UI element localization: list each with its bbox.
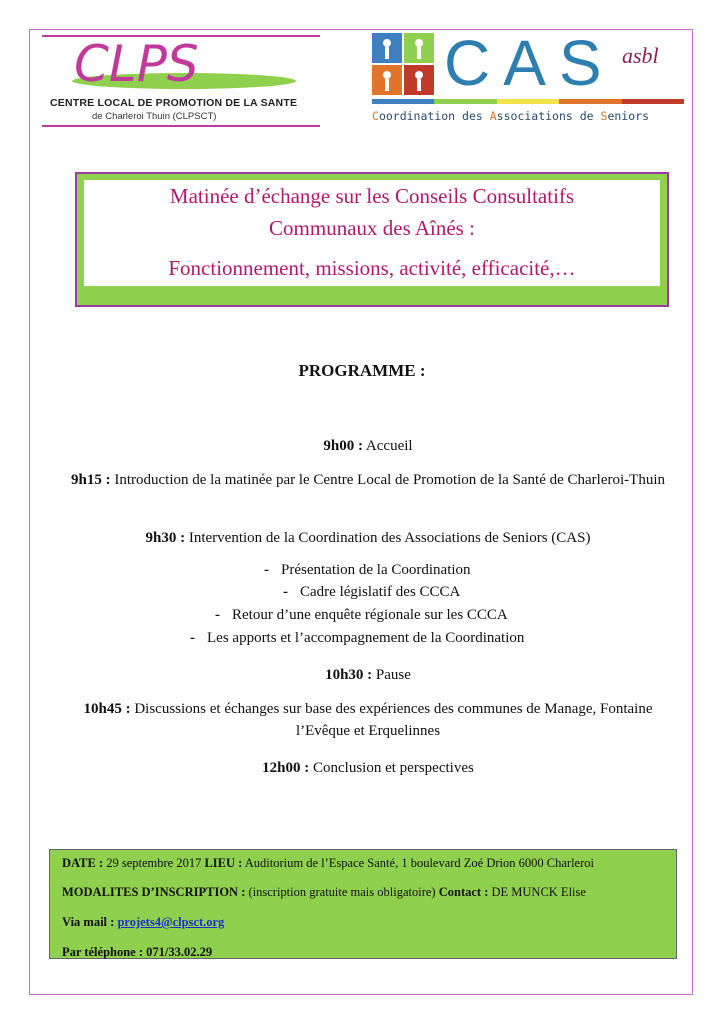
info-phone: Par téléphone : 071/33.02.29 [62,945,213,959]
puzzle-people-icon [372,33,434,95]
title-line-2: Communaux des Aînés : [269,216,475,240]
programme-bullet: - Cadre législatif des CCCA [283,584,461,600]
programme-heading: PROGRAMME : [298,361,426,380]
clps-subname: de Charleroi Thuin (CLPSCT) [92,111,217,122]
clps-name: CENTRE LOCAL DE PROMOTION DE LA SANTE [50,97,298,109]
title-line-3: Fonctionnement, missions, activité, efficacité,… [168,256,576,280]
cas-color-bar [497,99,559,104]
cas-color-bar [434,99,496,104]
cas-color-bar [372,99,434,104]
programme-item: 10h45 : Discussions et échanges sur base des expériences des communes de Manage, Fontaine l’Evêque et Erquelinnes [83,701,653,739]
programme-bullet: - Retour d’une enquête régionale sur les CCCA [215,607,508,623]
clps-logo-letters [66,37,296,93]
title-inner [84,180,660,286]
info-modalites: MODALITES D’INSCRIPTION : (inscription gratuite mais obligatoire) Contact : DE MUNCK Elise [62,885,586,899]
email-link[interactable]: projets4@clpsct.org [117,915,225,929]
title-line-1: Matinée d’échange sur les Conseils Consultatifs [169,184,575,208]
cas-subtitle: Coordination des Associations de Seniors [372,109,649,123]
clps-letters-text: CLPS [74,37,199,93]
cas-color-bar [559,99,621,104]
title-box [75,172,669,307]
programme-item: 9h00 : Accueil [323,438,413,454]
cas-color-bars [372,99,684,104]
programme-bullet: - Présentation de la Coordination [264,562,471,578]
info-mail: Via mail : projets4@clpsct.org [62,915,225,929]
cas-asbl: asbl [622,43,659,68]
cas-wordmark: CAS [444,27,615,99]
info-box [49,849,677,959]
cas-color-bar [622,99,684,104]
programme-item: 12h00 : Conclusion et perspectives [262,760,474,776]
info-date-lieu: DATE : 29 septembre 2017 LIEU : Auditorium de l’Espace Santé, 1 boulevard Zoé Drion 6000 Charleroi [62,856,594,870]
programme-item: 9h30 : Intervention de la Coordination des Associations de Seniors (CAS) [145,530,591,546]
programme-item: 9h15 : Introduction de la matinée par le Centre Local de Promotion de la Santé de Charleroi-Thuin [71,472,665,488]
programme-bullet: - Les apports et l’accompagnement de la Coordination [190,630,525,646]
clps-logo [42,35,320,127]
programme-item: 10h30 : Pause [325,667,411,683]
cas-logo [372,27,687,128]
